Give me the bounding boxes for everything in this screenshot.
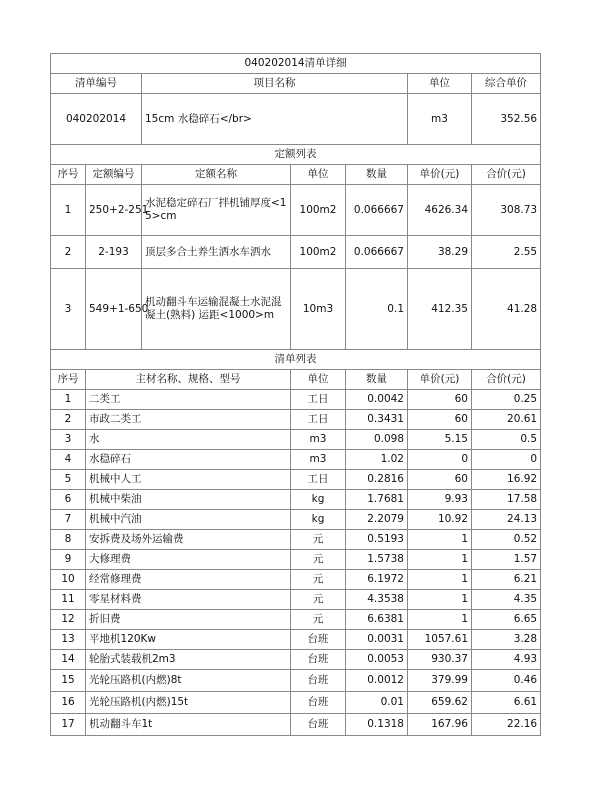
- material-no: 3: [51, 430, 86, 450]
- quota-qty: 0.066667: [346, 185, 408, 236]
- material-name: 光轮压路机(内燃)15t: [86, 692, 291, 714]
- quota-name: 水泥稳定碎石厂拌机铺厚度<15>cm: [142, 185, 291, 236]
- quota-price: 38.29: [408, 236, 472, 269]
- material-no: 14: [51, 650, 86, 670]
- quota-total: 41.28: [472, 269, 541, 350]
- material-total: 22.16: [472, 714, 541, 736]
- material-price: 1: [408, 570, 472, 590]
- quota-qty: 0.066667: [346, 236, 408, 269]
- quota-header-unit: 单位: [291, 165, 346, 185]
- material-price: 60: [408, 470, 472, 490]
- quota-price: 4626.34: [408, 185, 472, 236]
- material-qty: 1.02: [346, 450, 408, 470]
- material-price: 0: [408, 450, 472, 470]
- quota-unit: 10m3: [291, 269, 346, 350]
- material-total: 17.58: [472, 490, 541, 510]
- quota-header-total: 合价(元): [472, 165, 541, 185]
- material-header-unit: 单位: [291, 370, 346, 390]
- material-name: 二类工: [86, 390, 291, 410]
- material-unit: kg: [291, 510, 346, 530]
- material-row: [51, 590, 541, 610]
- material-price: 1057.61: [408, 630, 472, 650]
- material-price: 167.96: [408, 714, 472, 736]
- bill-name-header: 项目名称: [142, 74, 408, 94]
- material-unit: 台班: [291, 692, 346, 714]
- material-name: 机械中汽油: [86, 510, 291, 530]
- material-qty: 0.0053: [346, 650, 408, 670]
- quota-row: [51, 185, 541, 236]
- material-row: [51, 670, 541, 692]
- material-header-no: 序号: [51, 370, 86, 390]
- material-header-row: [51, 370, 541, 390]
- quota-no: 1: [51, 185, 86, 236]
- material-qty: 2.2079: [346, 510, 408, 530]
- quota-no: 2: [51, 236, 86, 269]
- material-price: 659.62: [408, 692, 472, 714]
- material-unit: kg: [291, 490, 346, 510]
- page-title: 040202014清单详细: [51, 54, 541, 74]
- material-row: [51, 570, 541, 590]
- material-name: 水稳碎石: [86, 450, 291, 470]
- material-name: 安拆费及场外运输费: [86, 530, 291, 550]
- bill-name: 15cm 水稳碎石</br>: [142, 94, 408, 145]
- quota-row: [51, 236, 541, 269]
- material-price: 1: [408, 610, 472, 630]
- material-section-row: [51, 350, 541, 370]
- material-price: 1: [408, 550, 472, 570]
- quota-section-title: 定额列表: [51, 145, 541, 165]
- material-no: 2: [51, 410, 86, 430]
- material-row: [51, 550, 541, 570]
- material-total: 1.57: [472, 550, 541, 570]
- material-section-title: 清单列表: [51, 350, 541, 370]
- quota-code: 2-193: [86, 236, 142, 269]
- material-qty: 0.0042: [346, 390, 408, 410]
- material-name: 轮胎式装载机2m3: [86, 650, 291, 670]
- material-qty: 0.0012: [346, 670, 408, 692]
- material-qty: 0.0031: [346, 630, 408, 650]
- material-row: [51, 390, 541, 410]
- quota-total: 308.73: [472, 185, 541, 236]
- material-no: 16: [51, 692, 86, 714]
- material-unit: 元: [291, 590, 346, 610]
- quota-unit: 100m2: [291, 185, 346, 236]
- quota-name: 顶层多合土养生洒水车洒水: [142, 236, 291, 269]
- material-total: 0.25: [472, 390, 541, 410]
- material-total: 6.61: [472, 692, 541, 714]
- table-body: [51, 54, 541, 736]
- material-name: 机械中柴油: [86, 490, 291, 510]
- material-unit: 元: [291, 550, 346, 570]
- material-unit: 元: [291, 610, 346, 630]
- bill-header-row: [51, 74, 541, 94]
- material-unit: 元: [291, 570, 346, 590]
- material-row: [51, 610, 541, 630]
- material-no: 10: [51, 570, 86, 590]
- material-total: 16.92: [472, 470, 541, 490]
- material-unit: 工日: [291, 470, 346, 490]
- material-qty: 0.5193: [346, 530, 408, 550]
- material-no: 5: [51, 470, 86, 490]
- material-row: [51, 530, 541, 550]
- material-no: 9: [51, 550, 86, 570]
- material-name: 折旧费: [86, 610, 291, 630]
- material-qty: 1.5738: [346, 550, 408, 570]
- quota-header-price: 单价(元): [408, 165, 472, 185]
- material-name: 机械中人工: [86, 470, 291, 490]
- material-price: 1: [408, 590, 472, 610]
- material-unit: 工日: [291, 410, 346, 430]
- material-total: 4.93: [472, 650, 541, 670]
- material-unit: 台班: [291, 714, 346, 736]
- material-total: 6.21: [472, 570, 541, 590]
- material-unit: 台班: [291, 650, 346, 670]
- material-unit: m3: [291, 450, 346, 470]
- material-total: 20.61: [472, 410, 541, 430]
- material-total: 24.13: [472, 510, 541, 530]
- material-qty: 6.1972: [346, 570, 408, 590]
- material-qty: 0.01: [346, 692, 408, 714]
- material-unit: m3: [291, 430, 346, 450]
- material-name: 平地机120Kw: [86, 630, 291, 650]
- material-header-name: 主材名称、规格、型号: [86, 370, 291, 390]
- material-price: 1: [408, 530, 472, 550]
- quota-unit: 100m2: [291, 236, 346, 269]
- material-price: 930.37: [408, 650, 472, 670]
- material-qty: 4.3538: [346, 590, 408, 610]
- material-no: 1: [51, 390, 86, 410]
- quota-row: [51, 269, 541, 350]
- material-row: [51, 510, 541, 530]
- material-qty: 0.3431: [346, 410, 408, 430]
- material-row: [51, 410, 541, 430]
- material-total: 3.28: [472, 630, 541, 650]
- material-price: 9.93: [408, 490, 472, 510]
- material-name: 市政二类工: [86, 410, 291, 430]
- material-no: 7: [51, 510, 86, 530]
- material-row: [51, 450, 541, 470]
- material-price: 10.92: [408, 510, 472, 530]
- quota-header-name: 定额名称: [142, 165, 291, 185]
- material-name: 经常修理费: [86, 570, 291, 590]
- material-qty: 0.2816: [346, 470, 408, 490]
- title-row: [51, 54, 541, 74]
- material-name: 光轮压路机(内燃)8t: [86, 670, 291, 692]
- material-total: 6.65: [472, 610, 541, 630]
- material-total: 0.52: [472, 530, 541, 550]
- material-price: 60: [408, 410, 472, 430]
- quota-code: 250+2-251: [86, 185, 142, 236]
- bill-detail-table: [50, 53, 541, 736]
- material-row: [51, 430, 541, 450]
- material-name: 大修理费: [86, 550, 291, 570]
- quota-total: 2.55: [472, 236, 541, 269]
- bill-code: 040202014: [51, 94, 142, 145]
- quota-price: 412.35: [408, 269, 472, 350]
- material-qty: 0.1318: [346, 714, 408, 736]
- quota-header-code: 定额编号: [86, 165, 142, 185]
- material-header-qty: 数量: [346, 370, 408, 390]
- material-no: 13: [51, 630, 86, 650]
- material-total: 0.5: [472, 430, 541, 450]
- quota-no: 3: [51, 269, 86, 350]
- material-price: 379.99: [408, 670, 472, 692]
- material-no: 15: [51, 670, 86, 692]
- bill-unit-header: 单位: [408, 74, 472, 94]
- material-unit: 元: [291, 530, 346, 550]
- quota-header-no: 序号: [51, 165, 86, 185]
- material-qty: 0.098: [346, 430, 408, 450]
- material-row: [51, 630, 541, 650]
- material-row: [51, 714, 541, 736]
- material-row: [51, 470, 541, 490]
- material-no: 6: [51, 490, 86, 510]
- bill-price: 352.56: [472, 94, 541, 145]
- bill-price-header: 综合单价: [472, 74, 541, 94]
- material-price: 5.15: [408, 430, 472, 450]
- material-name: 机动翻斗车1t: [86, 714, 291, 736]
- material-unit: 台班: [291, 670, 346, 692]
- material-no: 8: [51, 530, 86, 550]
- material-row: [51, 490, 541, 510]
- quota-header-qty: 数量: [346, 165, 408, 185]
- material-no: 12: [51, 610, 86, 630]
- material-name: 水: [86, 430, 291, 450]
- material-unit: 台班: [291, 630, 346, 650]
- material-header-total: 合价(元): [472, 370, 541, 390]
- quota-name: 机动翻斗车运输混凝土水泥混凝土(熟料) 运距<1000>m: [142, 269, 291, 350]
- material-no: 4: [51, 450, 86, 470]
- material-row: [51, 692, 541, 714]
- material-qty: 1.7681: [346, 490, 408, 510]
- material-no: 17: [51, 714, 86, 736]
- material-price: 60: [408, 390, 472, 410]
- material-header-price: 单价(元): [408, 370, 472, 390]
- quota-header-row: [51, 165, 541, 185]
- material-total: 0: [472, 450, 541, 470]
- material-unit: 工日: [291, 390, 346, 410]
- quota-qty: 0.1: [346, 269, 408, 350]
- material-row: [51, 650, 541, 670]
- material-total: 0.46: [472, 670, 541, 692]
- material-qty: 6.6381: [346, 610, 408, 630]
- bill-row: [51, 94, 541, 145]
- quota-code: 549+1-650: [86, 269, 142, 350]
- material-total: 4.35: [472, 590, 541, 610]
- quota-section-row: [51, 145, 541, 165]
- bill-code-header: 清单编号: [51, 74, 142, 94]
- bill-unit: m3: [408, 94, 472, 145]
- material-no: 11: [51, 590, 86, 610]
- material-name: 零星材料费: [86, 590, 291, 610]
